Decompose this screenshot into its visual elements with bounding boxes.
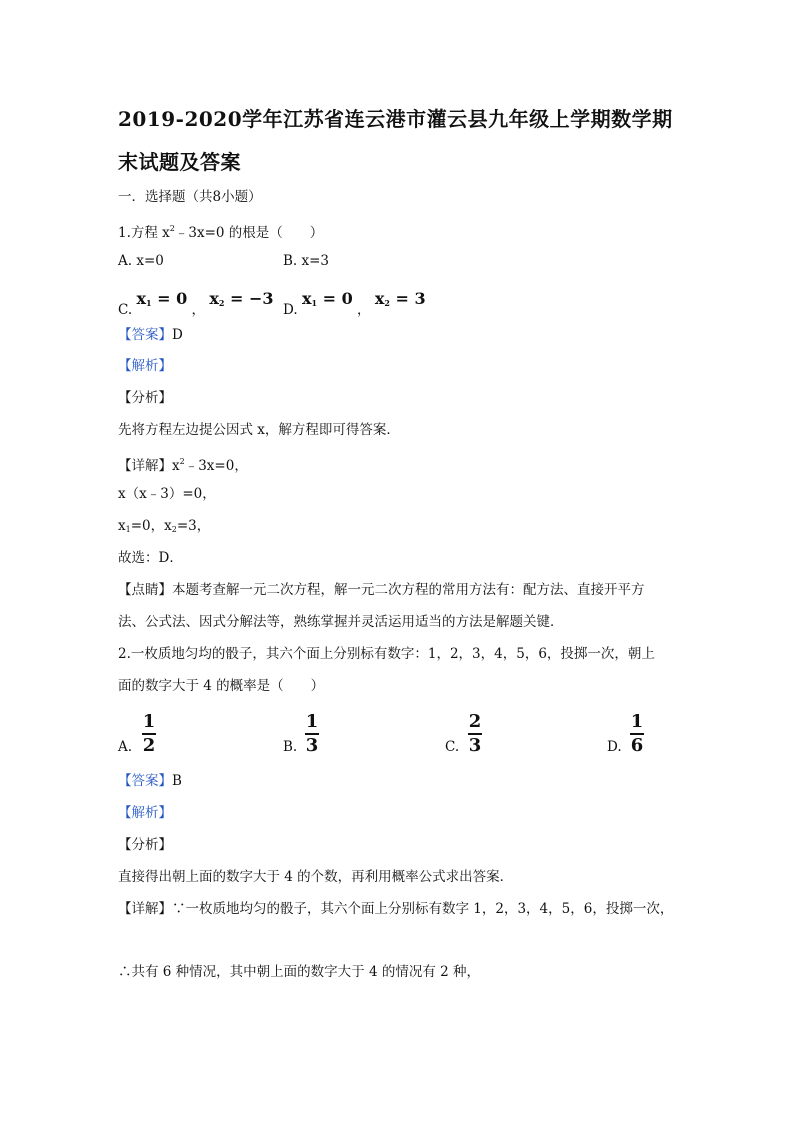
q2-option-d-label: D. bbox=[607, 739, 622, 755]
q1-dianjing-1: 【点睛】本题考查解一元二次方程，解一元二次方程的常用方法有：配方法、直接开平方 bbox=[118, 582, 645, 598]
q1-stem bbox=[118, 220, 323, 242]
section-heading: 一．选择题（共8小题） bbox=[118, 189, 262, 205]
q1-option-c-x2: $x_2 = -3$ bbox=[209, 289, 274, 308]
q1-dianjing-tag: 【点睛】 bbox=[118, 582, 172, 598]
q2-jiexi-tag: 【解析】 bbox=[118, 805, 172, 821]
q2-option-d-fraction: 1 6 bbox=[630, 711, 644, 756]
q1-jiexi-tag: 【解析】 bbox=[118, 358, 172, 374]
q2-detail-1: 【详解】∵一枚质地均匀的骰子，其六个面上分别标有数字 1，2，3，4，5，6，投掷一次， bbox=[118, 901, 674, 917]
q1-option-d-label: D. bbox=[283, 302, 298, 318]
q1-detail-3: $x_1=0$，$x_2=3$， bbox=[118, 518, 211, 534]
q1-option-d-x1: $x_1 = 0$ bbox=[301, 289, 353, 308]
q2-answer-tag: 【答案】 bbox=[118, 773, 172, 789]
q1-option-b: B. x=3 bbox=[283, 253, 330, 269]
q2-option-b-fraction: 1 3 bbox=[305, 711, 319, 756]
q1-detail-4: 故选：D． bbox=[118, 550, 183, 566]
q1-answer bbox=[118, 326, 183, 344]
q2-option-a-fraction: 1 2 bbox=[142, 711, 156, 756]
q1-dianjing-2: 法、公式法、因式分解法等，熟练掌握并灵活运用适当的方法是解题关键． bbox=[118, 614, 564, 630]
q2-option-c-fraction: 2 3 bbox=[468, 711, 482, 756]
q1-option-d bbox=[283, 288, 426, 318]
q1-detail-2: x（x﹣3）=0， bbox=[118, 486, 216, 502]
q2-option-c-label: C. bbox=[445, 739, 460, 755]
q1-stem-prefix: 1.方程 x bbox=[118, 225, 170, 241]
q1-detail-1: 【详解】$x^2﹣3x=0$， bbox=[118, 457, 248, 474]
q1-option-d-comma: ， bbox=[357, 302, 371, 318]
q2-answer-value: B bbox=[172, 773, 182, 789]
q2-detail-tag: 【详解】 bbox=[118, 901, 172, 917]
q2-stem-2: 面的数字大于 4 的概率是（ ） bbox=[118, 678, 325, 694]
q1-stem-sup: 2 bbox=[169, 224, 175, 233]
q1-option-c bbox=[118, 288, 274, 318]
q1-answer-tag: 【答案】 bbox=[118, 327, 172, 343]
q1-option-c-x1: $x_1 = 0$ bbox=[136, 289, 188, 308]
q1-stem-suffix: ﹣3x=0 的根是（ ） bbox=[174, 225, 324, 241]
q2-fenxi-text: 直接得出朝上面的数字大于 4 的个数，再利用概率公式求出答案． bbox=[118, 869, 514, 885]
document-title-line-2: 末试题及答案 bbox=[118, 150, 241, 174]
q2-stem-1: 2.一枚质地匀均的骰子，其六个面上分别标有数字：1，2，3，4，5，6，投掷一次，朝上 bbox=[118, 646, 655, 662]
q2-fenxi-tag: 【分析】 bbox=[118, 837, 172, 853]
q1-detail-tag: 【详解】 bbox=[118, 458, 172, 474]
document-title-line-1: 2019-2020学年江苏省连云港市灌云县九年级上学期数学期 bbox=[118, 107, 673, 131]
q2-option-a-label: A. bbox=[118, 739, 133, 755]
q1-fenxi-text: 先将方程左边提公因式 x，解方程即可得答案． bbox=[118, 422, 400, 438]
q1-answer-value: D bbox=[172, 327, 183, 343]
q2-option-b-label: B. bbox=[283, 739, 298, 755]
q1-option-c-label: C. bbox=[118, 302, 133, 318]
q1-option-a: A. x=0 bbox=[118, 253, 164, 269]
q1-fenxi-tag: 【分析】 bbox=[118, 390, 172, 406]
q1-option-d-x2: $x_2 = 3$ bbox=[374, 289, 426, 308]
q2-detail-2: ∴共有 6 种情况，其中朝上面的数字大于 4 的情况有 2 种， bbox=[118, 964, 481, 980]
q2-answer bbox=[118, 772, 182, 790]
q1-option-c-comma: ， bbox=[191, 302, 206, 318]
